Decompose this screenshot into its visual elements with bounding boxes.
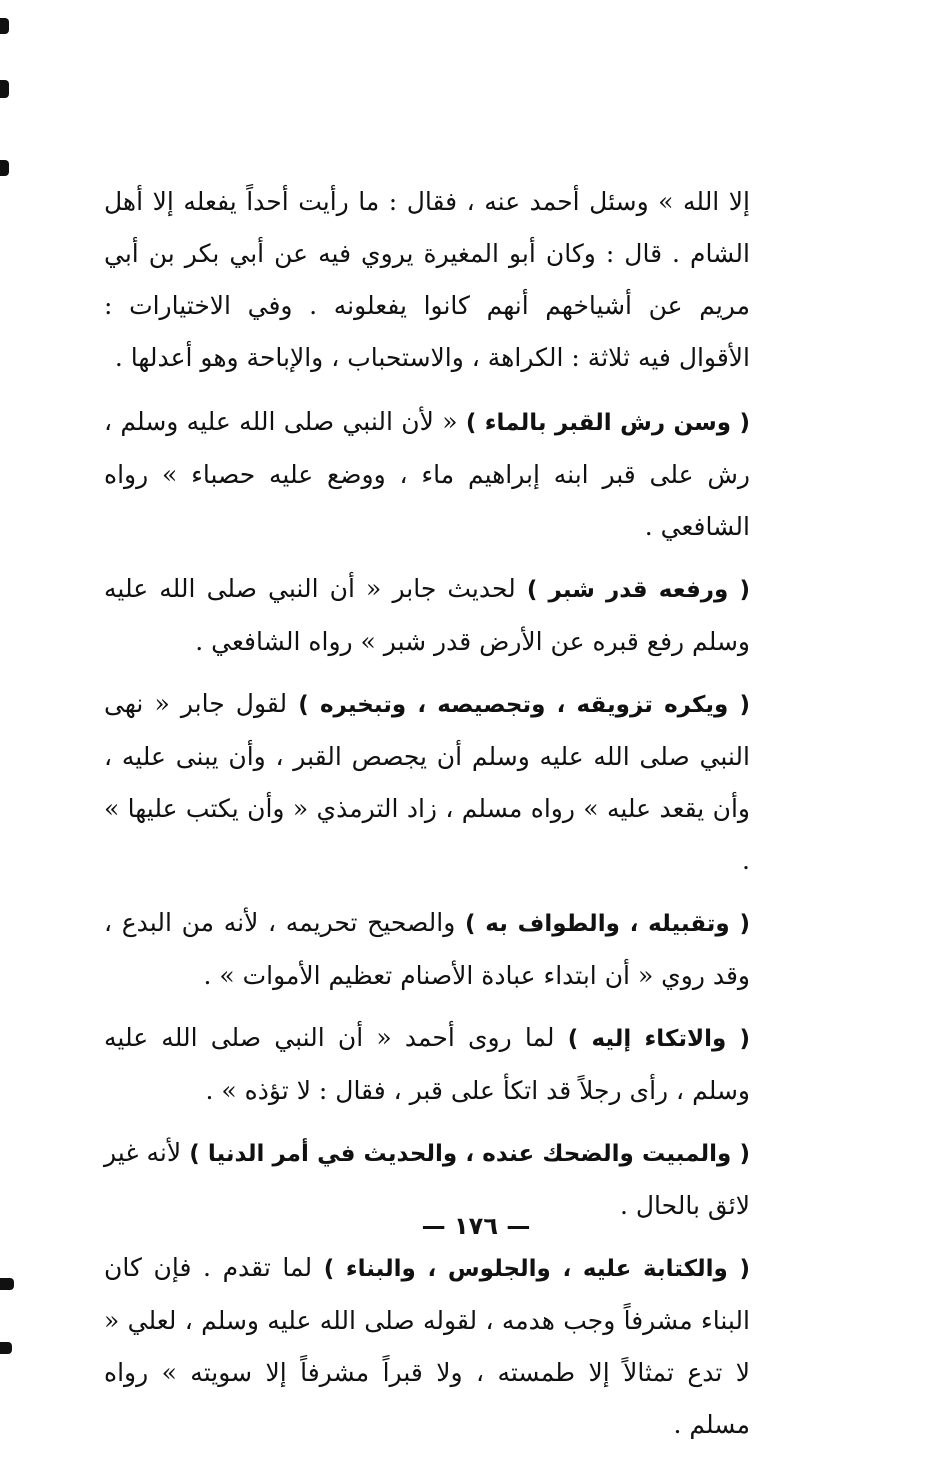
body-text bbox=[104, 176, 750, 1461]
binding-mark bbox=[0, 18, 9, 34]
page-number: — ١٧٦ — bbox=[421, 1212, 531, 1240]
paragraph-tazwiquhu bbox=[104, 678, 750, 887]
matn-lemma: ( والاتكاء إليه ) bbox=[567, 1026, 750, 1052]
paragraph-rash-alqabr bbox=[104, 396, 750, 553]
paragraph-taqbiluhu bbox=[104, 897, 750, 1002]
paragraph-text: لأنه غير لائق بالحال . bbox=[104, 1138, 750, 1220]
binding-mark bbox=[0, 1342, 12, 1354]
paragraph-text: « لأن النبي صلى الله عليه وسلم ، رش على قبر ابنه إبراهيم ماء ، ووضع عليه حصباء » رواه الشافعي . bbox=[104, 407, 750, 541]
paragraph-ittika bbox=[104, 1012, 750, 1117]
binding-mark bbox=[0, 1278, 14, 1290]
matn-lemma: ( ويكره تزويقه ، وتجصيصه ، وتبخيره ) bbox=[298, 692, 750, 718]
paragraph-text: لحديث جابر « أن النبي صلى الله عليه وسلم رفع قبره عن الأرض قدر شبر » رواه الشافعي . bbox=[104, 574, 750, 656]
matn-lemma: ( وتقبيله ، والطواف به ) bbox=[465, 911, 750, 937]
paragraph-continuation bbox=[104, 176, 750, 384]
matn-lemma: ( والكتابة عليه ، والجلوس ، والبناء ) bbox=[323, 1256, 751, 1282]
paragraph-text: لما روى أحمد « أن النبي صلى الله عليه وسلم ، رأى رجلاً قد اتكأ على قبر ، فقال : لا تؤذه » . bbox=[104, 1023, 750, 1105]
binding-mark bbox=[0, 80, 9, 98]
matn-lemma: ( وسن رش القبر بالماء ) bbox=[465, 410, 750, 436]
paragraph-rafuhu bbox=[104, 563, 750, 668]
paragraph-kitaba bbox=[104, 1242, 750, 1451]
paragraph-text: إلا الله » وسئل أحمد عنه ، فقال : ما رأيت أحداً يفعله إلا أهل الشام . قال : وكان أبو المغيرة يروي فيه عن أبي بكر بن أبي مريم عن أشياخهم أنهم كانوا يفعلونه . وفي الاختيارات : الأقوال فيه ثلاثة : الكراهة ، والاستحباب ، والإباحة وهو أعدلها . bbox=[104, 187, 750, 372]
paragraph-text: لما تقدم . فإن كان البناء مشرفاً وجب هدمه ، لقوله صلى الله عليه وسلم ، لعلي « لا تدع تمثالاً إلا طمسته ، ولا قبراً مشرفاً إلا سويته » رواه مسلم . bbox=[104, 1253, 750, 1439]
paragraph-text: والصحيح تحريمه ، لأنه من البدع ، وقد روي « أن ابتداء عبادة الأصنام تعظيم الأموات » . bbox=[104, 908, 750, 990]
paragraph-text: لقول جابر « نهى النبي صلى الله عليه وسلم أن يجصص القبر ، وأن يبنى عليه ، وأن يقعد عليه » رواه مسلم ، زاد الترمذي « وأن يكتب عليها » . bbox=[104, 689, 750, 875]
matn-lemma: ( والمبيت والضحك عنده ، والحديث في أمر الدنيا ) bbox=[189, 1141, 750, 1167]
binding-mark bbox=[0, 160, 9, 176]
matn-lemma: ( ورفعه قدر شبر ) bbox=[526, 577, 750, 603]
